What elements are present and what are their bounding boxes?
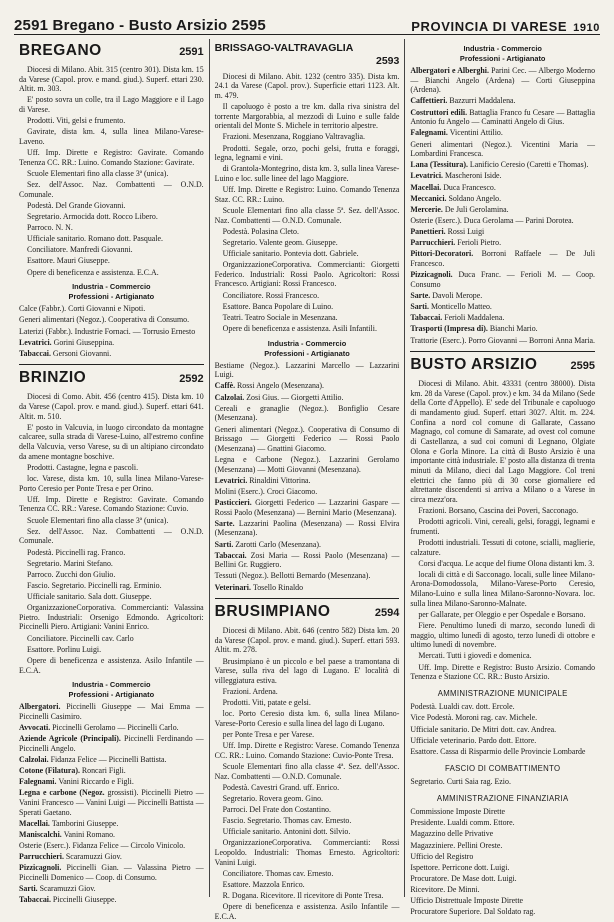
entry-text: Rinaldini Vittorina.	[249, 475, 311, 485]
entry-text: Piccinelli Gian. — Valassina Pietro — Piccinelli Domenico — Coop. di Consumo.	[19, 863, 204, 882]
entry-text: Zosi Maria — Rossi Paolo (Mesenzana) — Bellini Gr. Ruggiero.	[214, 550, 400, 570]
entry-paragraph: Opere di beneficenza e assistenza. Asili Infantili.	[222, 323, 377, 333]
entry-paragraph: Diocesi di Milano. Abit. 1232 (centro 335). Dista km. 24.1 da Varese (Capol. prov.). Superficie ettari 1123. Alt. m. 479.	[214, 71, 400, 100]
entry-paragraph: Fascio. Segretario. Thomas cav. Ernesto.	[222, 816, 352, 826]
page-header	[14, 8, 600, 35]
entry-text: Giorgetti Federico — Lazzarini Gaspare — Rossi Paolo (Mesenzana) — Bernini Mario (Mesenzana).	[214, 498, 400, 517]
entry-paragraph: Scuole Elementari fino alla classe 3ª (unica).	[27, 168, 169, 178]
town-name: BRUSIMPIANO	[214, 603, 331, 621]
town-name: BREGANO	[19, 42, 102, 59]
trade-entry	[215, 498, 400, 517]
entry-label: Pizzicagnoli.	[410, 270, 459, 280]
entry-paragraph: Gavirate, dista km. 4, sulla linea Milano-Varese-Laveno.	[19, 127, 204, 146]
entry-text: Piccinelli Ferdinando — Piccinelli Angelo.	[19, 734, 204, 753]
entry-label: Albergatori e Alberghi.	[410, 66, 492, 76]
entry-label: Sarti.	[19, 884, 40, 894]
entry-paragraph: OrganizzazioneCorporativa. Commercianti: Giorgetti Federico. Industriali: Rossi Paolo. Agricoltori: Rossi Francesco. Artigiani: Rossi Francesco.	[214, 260, 400, 289]
town-name: BRINZIO	[19, 369, 87, 387]
trade-entry	[215, 540, 400, 550]
town-name: BRISSAGO-VALTRAVAGLIA	[214, 42, 354, 54]
section-subheading: Professioni - Artigianato	[459, 54, 546, 64]
section-subheading: Professioni - Artigianato	[68, 690, 155, 700]
entry-paragraph: Prodotti. Castagne, legna e pascoli.	[27, 462, 139, 472]
entry-text: Roncari Figli.	[81, 766, 126, 776]
trade-entry	[19, 734, 204, 753]
entry-paragraph: Uff. Imp. Dirette e Registro: Gavirate. Comando Tenenza CC. RR.: Varese. Comando Stazione: Cuvio.	[19, 494, 204, 514]
entry-text: Fidanza Felice — Piccinelli Battista.	[50, 754, 167, 764]
divider	[410, 351, 595, 352]
entry-paragraph: Ufficiale sanitario. Romano dott. Pasquale.	[27, 234, 163, 244]
section-heading: Industria - Commercio	[267, 338, 347, 348]
admin-line: Procuratore Superiore. Dal Soldato rag.	[410, 907, 536, 917]
trade-entry	[410, 227, 595, 237]
admin-line: Ufficiale veterinario. Pardo dott. Ettore.	[410, 735, 537, 745]
trade-entry	[410, 324, 595, 334]
trade-entry: Tessuti (Negoz.). Bellotti Bernardo (Mesenzana).	[214, 571, 371, 581]
entry-text: Piccinelli Giuseppe — Mai Emma — Piccinelli Casimiro.	[19, 702, 204, 721]
entry-text: Piccinelli Gerolamo — Piccinelli Carlo.	[52, 723, 179, 733]
trade-list-bregano	[19, 304, 204, 358]
entry-label: Trasporti (Impresa di).	[410, 324, 490, 334]
town-heading-busto-arsizio	[410, 356, 595, 375]
entry-paragraph: Sez. dell'Assoc. Naz. Combattenti — O.N.D. Comunale.	[19, 179, 204, 199]
entry-label: Macellai.	[19, 818, 52, 828]
town-number: 2591	[179, 46, 204, 58]
entry-text: Vicentini Attilio.	[449, 128, 503, 138]
entry-label: Legna e carbone (Negoz.	[19, 788, 108, 798]
entry-label: Meccanici.	[410, 193, 449, 203]
divider	[19, 364, 204, 365]
trade-entry	[410, 108, 595, 127]
entry-paragraph: Parroco. N. N.	[27, 223, 73, 233]
trade-entry	[410, 171, 595, 181]
trade-entry	[19, 755, 204, 765]
entry-paragraph: OrganizzazioneCorporativa. Commercianti: Valassina Pietro. Industriali: Orsenigo Edmondo. Agricoltori: Piccinelli Piero. Artigiani: Vanini Enrico.	[19, 603, 204, 632]
trade-entry	[410, 66, 595, 95]
trade-entry	[19, 895, 204, 905]
trade-entry	[19, 830, 204, 840]
entry-paragraph: Ufficiale sanitario. Pontevia dott. Gabriele.	[222, 248, 359, 258]
entry-text: Scaramuzzi Giov.	[65, 852, 122, 862]
entry-label: Sarti.	[410, 302, 431, 312]
entry-label: Costruttori edili.	[410, 107, 470, 117]
town-number: 2592	[179, 373, 204, 386]
trade-entry	[19, 788, 204, 817]
entry-text: Bianchi Mario.	[489, 324, 538, 334]
entry-label: Tabaccai.	[410, 313, 445, 323]
entry-label: Levatrici.	[19, 337, 54, 347]
section-subheading: Professioni - Artigianato	[68, 292, 155, 302]
entry-text: Ferioli Maddalena.	[444, 313, 505, 323]
trade-entry	[19, 819, 204, 829]
entry-paragraph: Esattore. Mazzola Enrico.	[222, 880, 305, 890]
town-name: BUSTO ARSIZIO	[410, 356, 538, 374]
entry-label: Calzolai.	[19, 754, 51, 764]
entry-label: Aziende Agricole (Principali).	[19, 734, 124, 744]
entry-label: Lana (Tessitura).	[410, 160, 470, 170]
entry-paragraph: Opere di beneficenza e assistenza. E.C.A.	[27, 267, 159, 277]
entry-label: Mercerie.	[410, 204, 445, 214]
trade-entry	[410, 302, 595, 312]
trade-entry	[410, 160, 595, 170]
trade-entry: Osterie (Eserc.). Duca Gerolama — Parini Dorotea.	[410, 216, 574, 226]
trade-entry	[19, 349, 204, 359]
entry-paragraph: Sez. dell'Assoc. Naz. Combattenti — O.N.D. Comunale.	[19, 526, 204, 546]
entry-paragraph: Uff. Imp. Dirette e Registro: Luino. Comando Tenenza Staz. CC. RR.: Luino.	[214, 185, 400, 204]
entry-paragraph: Diocesi di Milano. Abit. 43331 (centro 38000). Dista km. 28 da Varese (Capol. prov.) e km. 34 da Milano (Sede della Corte d'Appello). E' sede del Tribunale e capoluogo di mandamento giud. Superf. ettari 3027. Altit. m. 224. Confina a nord col comune di Gallarate, Cassano Magnago, col comune di Samarate, ad ovest col comune di Castellanza, a sud coi comuni di Legnano, Olgiate Olona e Gorla Minore. La città di Busto Arsizio è una importante città industriale. E' posto alla distanza di trenta minuti da Milano, dieci dal Lago Maggiore. Col treni elettrici che fanno più di 30 corse giornaliere ed altrettante discendenti si arriva a Milano o a Varese in circa mezz'ora.	[410, 379, 596, 504]
column-3	[404, 39, 600, 917]
entry-paragraph: Uff. Imp. Dirette e Registro: Busto Arsizio. Comando Tenenza e Stazione CC. RR.: Busto Arsizio.	[410, 662, 596, 682]
entry-label: Caffettieri.	[410, 96, 450, 106]
entry-paragraph: Conciliatore. Piccinelli cav. Carlo	[27, 633, 134, 643]
entry-label: Avvocati.	[19, 723, 53, 733]
trade-entry	[19, 884, 204, 894]
entry-paragraph: Teatri. Teatro Sociale in Mesenzana.	[222, 312, 338, 322]
town-number: 2595	[570, 360, 596, 373]
entry-text: Scaramuzzi Giov.	[39, 884, 96, 894]
trade-entry	[410, 238, 595, 248]
entry-paragraph: Frazioni. Mesenzana, Roggiano Valtravaglia.	[222, 132, 365, 142]
entry-paragraph: di Grantola-Montegrino, dista km. 3, sulla linea Varese-Luino e loc. sulle linee del lago Maggiore.	[214, 164, 400, 183]
entry-paragraph: Prodotti. Viti, gelsi e frumento.	[27, 116, 126, 126]
admin-heading: FASCIO DI COMBATTIMENTO	[445, 763, 561, 773]
trade-entry: Generi alimentari (Negoz.). Cooperativa di Consumo di Brissago — Giorgetti Federico — Rossi Paolo (Mesenzana) — Gnattini Giacomo.	[214, 424, 400, 453]
entry-paragraph: Frazioni. Borsano, Cascina dei Poveri, Sacconago.	[418, 505, 579, 515]
entry-paragraph: E' posto sovra un colle, tra il Lago Maggiore e il Lago di Varese.	[19, 95, 204, 114]
trade-entry	[410, 291, 595, 301]
entry-text: Lanificio Ceresio (Caretti e Thomas).	[469, 160, 589, 170]
entry-label: Caffè.	[214, 381, 238, 391]
entry-paragraph: Mercati. Tutti i giovedì e domenica.	[418, 651, 532, 661]
admin-line: Vice Podestà. Moroni rag. cav. Michele.	[410, 713, 538, 723]
admin-heading: AMMINISTRAZIONE MUNICIPALE	[437, 688, 568, 698]
entry-paragraph: Conciliatore. Manfredi Giovanni.	[27, 245, 133, 255]
entry-label: Tabaccai.	[19, 895, 53, 905]
section-heading: Industria - Commercio	[72, 282, 151, 292]
trade-entry: Laterizi (Fabbr.). Industrie Fornaci. — Torrusio Ernesto	[19, 326, 196, 336]
section-heading: Industria - Commercio	[72, 680, 151, 690]
town-entry-brusimpiano	[215, 626, 400, 921]
entry-label: Pasticcieri.	[214, 498, 256, 507]
entry-text: Davoli Merope.	[432, 291, 483, 301]
entry-paragraph: R. Dogana. Ricevitore. Il ricevitore di Ponte Tresa.	[222, 891, 384, 901]
admin-line: Procuratore. De Mase dott. Luigi.	[410, 874, 517, 884]
town-entry-brinzio	[19, 392, 204, 675]
trade-entry	[215, 381, 400, 391]
entry-paragraph: Prodotti industriali. Tessuti di cotone, scialli, maglierie, calzature.	[410, 537, 596, 557]
column-2	[209, 39, 405, 921]
trade-entry: Generi alimentari (Negoz.). Vicentini Maria — Lombardini Francesca.	[410, 139, 596, 159]
column-1	[14, 39, 209, 905]
entry-paragraph: locali di città e di Sacconago. locali, sulle linee Milano-Arona-Domodossola, Milano-Varese-Porto Ceresio, Milano-Luino e sulla linea Milano-Saronno-Novara. loc. sulla linea Milano-Saronno-Malnate.	[410, 569, 596, 608]
trade-entry	[215, 393, 400, 403]
trade-entry	[410, 194, 595, 204]
trade-entry: Molini (Eserc.). Croci Giacomo.	[214, 486, 318, 496]
entry-paragraph: Uff. Imp. Dirette e Registro: Varese. Comando Tenenza CC. RR.: Luino. Comando Stazione: Cuvio-Ponte Tresa.	[214, 741, 400, 760]
entry-label: Calzolai.	[214, 392, 247, 402]
entry-paragraph: Prodotti. Viti, patate e gelsi.	[222, 698, 311, 708]
admin-line: Commissione Imposte Dirette	[410, 807, 506, 817]
admin-line: Magazzino delle Privative	[410, 829, 494, 839]
entry-paragraph: Scuole Elementari fino alla classe 4ª. Sez. dell'Assoc. Naz. Combattenti — O.N.D. Comunale.	[214, 762, 400, 781]
trade-entry	[215, 476, 400, 486]
entry-paragraph: Scuole Elementari fino alla classe 3ª (unica).	[27, 515, 169, 525]
entry-paragraph: Podestà. Del Grande Giovanni.	[27, 200, 126, 210]
entry-paragraph: Esattore. Porlinu Luigi.	[27, 644, 102, 654]
entry-paragraph: Brusimpiano è un piccolo e bel paese a tramontana di Varese, sulla riva del lago di Lugano. E' località di villeggiatura estiva.	[214, 656, 400, 685]
trade-entry	[19, 338, 204, 348]
entry-text: Vanini Romano.	[63, 829, 116, 839]
entry-text: Borroni Raffaele — De Juli Francesco.	[410, 249, 596, 269]
trade-entry	[410, 270, 595, 289]
entry-paragraph: Segretario. Valente geom. Giuseppe.	[222, 237, 338, 247]
entry-paragraph: per Gallarate, per Oleggio e per Ospedale e Borsano.	[418, 609, 586, 619]
trade-entry	[410, 128, 595, 138]
trade-entry: Generi alimentari (Negoz.). Cooperativa di Consumo.	[19, 315, 190, 325]
entry-paragraph: Conciliatore. Rossi Francesco.	[222, 290, 320, 300]
entry-label: Pittori-Decoratori.	[410, 249, 482, 259]
entry-paragraph: loc. Varese, dista km. 10, sulla linea Milano-Varese-Porto Ceresio per Ponte Tresa e per Orino.	[19, 474, 204, 493]
entry-label: Tabaccai.	[19, 348, 53, 358]
entry-paragraph: Opere di beneficenza e assistenza. Asilo Infantile — E.C.A.	[19, 655, 204, 675]
entry-text: Tosello Rinaldo	[252, 582, 304, 592]
entry-text: Gersoni Giovanni.	[52, 348, 112, 358]
entry-paragraph: Fiere. Penultimo lunedì di marzo, secondo lunedì di maggio, ultimo lunedì di agosto, terzo lunedì di ottobre e ultimo lunedì di novembre.	[410, 621, 596, 650]
trade-entry: Legna e Carbone (Negoz.). Lazzarini Gerolamo (Mesenzana) — Motti Giovanni (Mesenzana).	[214, 454, 400, 474]
entry-paragraph: Frazioni. Ardena.	[222, 687, 278, 697]
entry-label: Pizzicagnoli.	[19, 863, 67, 873]
trade-entry	[410, 249, 595, 268]
entry-text: Vanini Riccardo e Figli.	[58, 777, 134, 787]
entry-label: Sarte.	[410, 291, 433, 301]
trade-entry	[19, 863, 204, 882]
entry-text: Piccinelli Giuseppe.	[52, 895, 117, 905]
entry-paragraph: Prodotti agricoli. Vini, cereali, gelsi, foraggi, legnami e frumenti.	[410, 517, 596, 536]
entry-paragraph: Fascio. Segretario. Piccinelli rag. Erminio.	[27, 580, 162, 590]
entry-label: Tabaccai.	[214, 550, 251, 560]
entry-label: Cotone (Filatura).	[19, 766, 82, 776]
entry-text: grossisti). Piccinelli Pietro — Vanini Francesco — Vanini Luigi — Piccinelli Battista — Sperati Gaetano.	[19, 788, 204, 817]
trade-entry: Calce (Fabbr.). Corti Giovanni e Nipoti.	[19, 304, 146, 314]
entry-text: Mascheroni Iside.	[444, 171, 502, 181]
entry-paragraph: per Ponte Tresa e per Varese.	[222, 730, 315, 740]
town-number: 2594	[374, 607, 400, 620]
entry-text: Rossi Angelo (Mesenzana).	[237, 381, 325, 391]
entry-paragraph: Conciliatore. Thomas cav. Ernesto.	[222, 868, 334, 878]
entry-label: Maniscalchi.	[19, 829, 64, 839]
entry-paragraph: Ufficiale sanitario. Antonini dott. Silvio.	[222, 827, 351, 837]
admin-line: Presidente. Lualdi comm. Ettore.	[410, 818, 515, 828]
entry-paragraph: Scuole Elementari fino alla classe 5ª. Sez. dell'Assoc. Naz. Combattenti — O.N.D. Comunale.	[214, 205, 400, 225]
trade-entry: Trattorie (Eserc.). Porro Giovanni — Borroni Anna Maria.	[410, 335, 596, 345]
entry-label: Parrucchieri.	[410, 238, 458, 248]
entry-paragraph: Ufficiale sanitario. Sala dott. Giuseppe.	[27, 592, 152, 602]
town-heading-bregano	[19, 42, 204, 61]
admin-finanziaria	[410, 807, 595, 917]
entry-paragraph: Segretario. Rovera geom. Gino.	[222, 793, 324, 803]
entry-text: Battaglia Franco fu Cesare — Battaglia Antonio fu Angelo — Caminatti Angelo di Gius.	[410, 107, 596, 127]
entry-text: Lazzarini Paolina (Mesenzana) — Rossi Elvira (Mesenzana).	[214, 518, 400, 538]
header-range: 2591 Bregano - Busto Arsizio 2595	[14, 17, 266, 34]
entry-paragraph: Diocesi di Como. Abit. 456 (centro 415). Dista km. 10 da Varese (Capol. prov. e mand. giud.). Superf. ettari 641. Altit. m. 510.	[19, 392, 204, 421]
entry-paragraph: Podestà. Cavestri Grand. uff. Enrico.	[222, 782, 340, 792]
admin-line: Ricevitore. De Minni.	[410, 885, 480, 895]
trade-entry	[19, 723, 204, 733]
page-number: 1910	[573, 22, 600, 34]
trade-list-brusimpiano	[410, 66, 595, 345]
divider	[215, 598, 400, 599]
entry-text: Bazzurri Maddalena.	[449, 96, 516, 106]
trade-entry	[410, 96, 595, 106]
trade-entry: Bestiame (Negoz.). Lazzarini Marcello — Lazzarini Luigi.	[214, 360, 400, 380]
entry-text: Zarotti Carlo (Mesenzana).	[235, 539, 321, 549]
entry-paragraph: Corsi d'acqua. Le acque del fiume Olona distanti km. 3.	[418, 558, 595, 568]
entry-paragraph: loc. Porto Ceresio dista km. 6, sulla linea Milano-Varese-Porto Ceresio e sulla linea del lago di Lugano.	[214, 709, 400, 728]
admin-line: Segretario. Curti Saia rag. Ezio.	[410, 777, 511, 787]
trade-entry	[215, 583, 400, 593]
entry-paragraph: Prodotti. Segale, orzo, pochi gelsi, frutta e foraggi, legna, legnami e vini.	[214, 143, 400, 163]
entry-label: Macellai.	[410, 182, 444, 192]
admin-line: Esattore. Cassa di Risparmio delle Provincie Lombarde	[410, 746, 586, 756]
entry-paragraph: Podestà. Polasina Cleto.	[222, 226, 299, 236]
trade-entry	[19, 777, 204, 787]
admin-line: Ufficio Distrettuale Imposte Dirette	[410, 896, 524, 906]
entry-paragraph: Parroco. Zucchi don Giulio.	[27, 569, 116, 579]
entry-text: Ferioli Pietro.	[457, 238, 502, 248]
admin-fascio	[410, 777, 595, 787]
entry-label: Levatrici.	[214, 475, 250, 485]
entry-paragraph: Diocesi di Milano. Abit. 315 (centro 301). Dista km. 15 da Varese (Capol. prov. e mand. giud.). Superf. ettari 230. Altit. m. 303.	[19, 64, 204, 94]
trade-entry	[215, 551, 400, 570]
entry-text: Parini Cec. — Albergo Moderno — Bianchi Angelo (Ardena) — Corti Giuseppina (Ardena).	[410, 66, 596, 95]
entry-paragraph: Uff. Imp. Dirette e Registro: Gavirate. Comando Tenenza CC. RR.: Luino. Comando Stazione: Gavirate.	[19, 148, 204, 167]
header-province	[411, 19, 600, 34]
section-heading: Industria - Commercio	[463, 44, 542, 53]
admin-municipale	[410, 702, 595, 756]
trade-entry	[410, 205, 595, 215]
trade-entry	[19, 702, 204, 721]
entry-paragraph: Il capoluogo è posto a tre km. dalla riva sinistra del torrente Margorabbia, al mezzodì di Luino e sulle falde orientali del Monte S. Michele in territorio alpestre.	[214, 102, 400, 131]
entry-paragraph: Parroci. Del Frate don Costantino.	[222, 805, 331, 815]
entry-text: Rossi Luigi	[447, 227, 485, 237]
town-heading-brissago	[215, 42, 400, 68]
town-heading-brusimpiano	[215, 603, 400, 622]
town-number: 2593	[375, 54, 400, 67]
admin-line: Ufficio del Registro	[410, 851, 474, 861]
trade-entry: Cereali e granaglie (Negoz.). Bonfiglio Cesare (Mesenzana).	[214, 403, 400, 423]
entry-label: Albergatori.	[19, 702, 67, 712]
entry-text: Gorini Giuseppina.	[53, 337, 115, 347]
admin-line: Ispettore. Perricone dott. Luigi.	[410, 862, 510, 872]
entry-paragraph: OrganizzazioneCorporativa. Commercianti: Rossi Leopoldo. Industriali: Thomas Ernesto. Agricoltori: Vanini Luigi.	[214, 838, 400, 867]
entry-paragraph: Podestà. Piccinelli rag. Franco.	[27, 547, 126, 557]
entry-paragraph: Opere di beneficenza e assistenza. Asilo Infantile — E.C.A.	[214, 902, 400, 921]
entry-text: Soldano Angelo.	[448, 193, 502, 203]
town-heading-brinzio	[19, 369, 204, 388]
entry-text: Zosi Gius. — Giorgetti Attilio.	[246, 392, 344, 402]
entry-label: Falegnami.	[19, 777, 59, 787]
admin-heading: AMMINISTRAZIONE FINANZIARIA	[436, 793, 569, 803]
entry-label: Parrucchieri.	[19, 852, 66, 862]
entry-paragraph: E' posto in Valcuvia, in luogo circondato da montagne calcaree, sulla strada di Varese-Luino, all'estremo confine della Valcuvia, verso Varese, su di un altipiano circondato da amene montagne boschive.	[19, 422, 204, 461]
entry-text: Tamborini Giuseppe.	[51, 818, 119, 828]
entry-text: Duca Francesco.	[443, 182, 496, 192]
town-entry-brissago	[215, 72, 400, 334]
header-province-name: PROVINCIA DI VARESE	[411, 19, 568, 34]
entry-paragraph: Segretario. Armocida dott. Rocco Libero.	[27, 211, 158, 221]
entry-paragraph: Esattore. Banca Popolare di Luino.	[222, 301, 334, 311]
trade-list-brinzio	[19, 702, 204, 905]
admin-line: Podestà. Lualdi cav. dott. Ercole.	[410, 702, 515, 712]
entry-text: Monticello Matteo.	[430, 302, 492, 312]
entry-label: Sarti.	[214, 539, 236, 549]
entry-paragraph: Diocesi di Milano. Abit. 646 (centro 582) Dista km. 20 da Varese (Capol. prov. e mand. giud.). Superf. ettari 593. Altit. m. 278.	[214, 626, 400, 655]
trade-entry	[410, 183, 595, 193]
entry-label: Veterinari.	[214, 582, 253, 592]
entry-text: De Juli Gerolamina.	[444, 204, 509, 214]
entry-text: Duca Franc. — Ferioli M. — Coop. Consumo	[410, 270, 596, 289]
entry-paragraph: Esattore. Mauri Giuseppe.	[27, 256, 110, 266]
entry-label: Falegnami.	[410, 128, 450, 138]
town-entry-bregano	[19, 65, 204, 277]
entry-label: Levatrici.	[410, 171, 445, 181]
trade-entry: Osterie (Eserc.). Fidanza Felice — Circolo Vinicolo.	[19, 841, 186, 851]
trade-entry	[410, 313, 595, 323]
entry-label: Panettieri.	[410, 227, 448, 237]
trade-list-brissago	[215, 361, 400, 593]
admin-line: Magazziniere. Pellini Oreste.	[410, 840, 503, 850]
trade-entry	[19, 766, 204, 776]
trade-entry	[19, 852, 204, 862]
section-subheading: Professioni - Artigianato	[264, 348, 350, 358]
admin-line: Ufficiale sanitario. De Mitri dott. cav. Andrea.	[410, 724, 557, 734]
entry-label: Sarte.	[214, 518, 239, 528]
town-entry-busto-arsizio	[410, 379, 595, 682]
entry-paragraph: Segretario. Marini Stefano.	[27, 558, 113, 568]
trade-entry	[215, 519, 400, 538]
